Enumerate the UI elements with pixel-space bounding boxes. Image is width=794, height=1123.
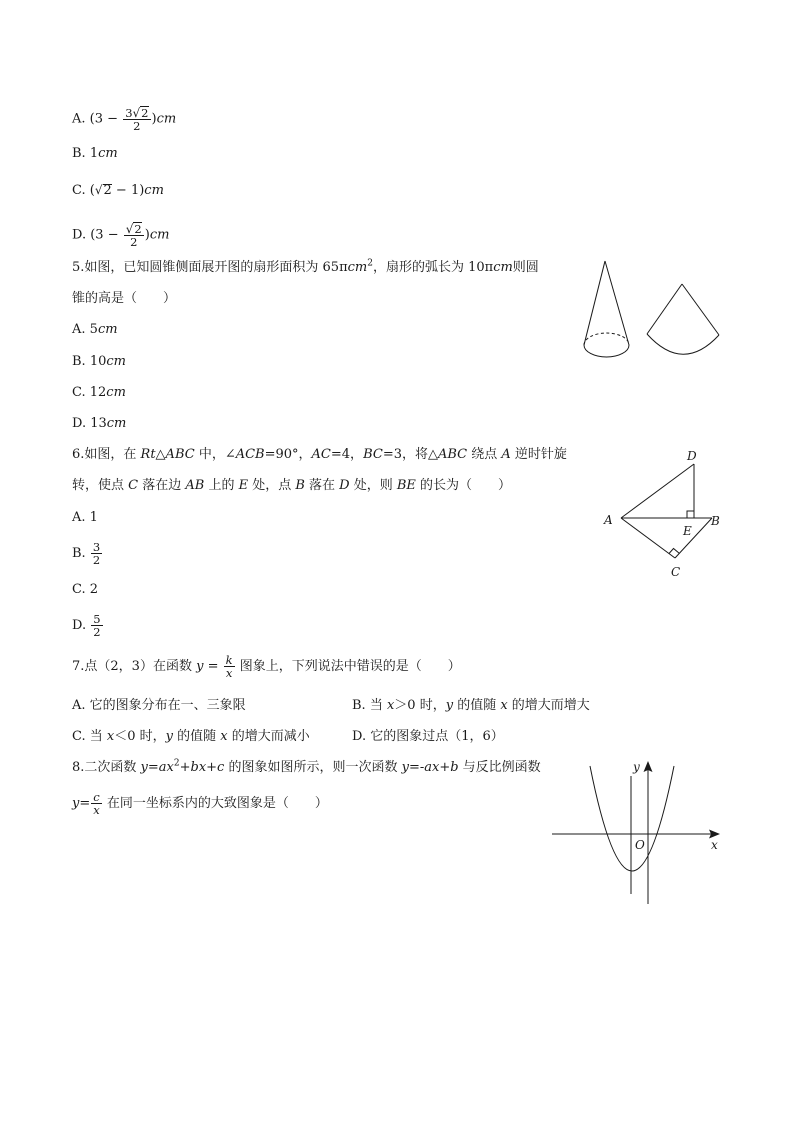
q6-option-c: C. 2 [72,582,99,597]
fraction: $\frac{√2}{2}$ [125,222,142,249]
segment-ad [621,464,694,518]
segment-ac [621,518,675,558]
fraction: $\frac{k}{x}$ [225,653,233,680]
sector-right-edge [682,284,719,335]
right-angle-e [687,511,694,518]
cone-right-edge [605,261,629,345]
label-d: D [687,449,697,463]
sector-arc [647,334,719,354]
fraction: $\frac{c}{x}$ [93,790,100,817]
q5-option-d: D. 13cm [72,416,127,431]
label-x: x [711,838,718,852]
q6-stem-line1: 6.如图，在 Rt△ABC 中，∠ACB=90°，AC=4，BC=3，将△ABC 绕点 A 逆时针旋 [72,447,567,462]
label-c: C [671,565,681,579]
triangle-figure [598,446,728,584]
label-o: O [635,838,645,852]
q5-stem-line1: 5.如图，已知圆锥侧面展开图的扇形面积为 65πcm$^2$，扇形的弧长为 10πcm则圆 [72,258,539,275]
q4-option-b: B. 1cm [72,146,118,161]
label-b: B [711,514,720,528]
fraction: $\frac{5}{2}$ [93,612,101,639]
q5-option-a: A. 5cm [72,322,118,337]
q4-option-c: C. (√2 − 1)cm [72,183,164,198]
cone-base-front [584,345,629,357]
parabola-curve [590,766,674,871]
q4-option-d: D. (3 − $\frac{√2}{2}$ )cm [72,222,170,249]
label-y: y [633,760,640,774]
q5-option-b: B. 10cm [72,354,126,369]
fraction: $\frac{3√2}{2}$ [125,106,149,133]
fraction: $\frac{3}{2}$ [92,540,101,567]
label-a: A [604,513,613,527]
cone-base-back [584,333,629,345]
sector-left-edge [647,284,682,334]
q7-option-d: D. 它的图象过点（1，6） [352,729,504,744]
q6-option-a: A. 1 [72,510,98,525]
segment-bc [675,518,712,558]
q8-stem-line1: 8.二次函数 $y=ax^2+bx+c$ 的图象如图所示，则一次函数 y=-ax+b 与反比例函数 [72,758,541,775]
parabola-figure [548,756,728,910]
q6-stem-line2: 转，使点 C 落在边 AB 上的 E 处，点 B 落在 D 处，则 BE 的长为（ ） [72,478,512,493]
q6-option-d: D. $\frac{5}{2}$ [72,612,101,639]
cone-left-edge [584,261,605,345]
label-e: E [683,524,692,538]
right-angle-c [669,549,680,554]
q7-option-b: B. 当 x＞0 时，y 的值随 x 的增大而增大 [352,698,590,713]
q7-stem: 7.点（2，3）在函数 y = $\frac{k}{x}$ 图象上，下列说法中错误的是（ ） [72,653,461,680]
q5-stem-line2: 锥的高是（ ） [72,291,177,306]
q8-stem-line2: y= $\frac{c}{x}$ 在同一坐标系内的大致图象是（ ） [72,790,328,817]
q4-option-a: A. (3 − $\frac{3√2}{2}$ )cm [72,106,177,133]
cone-figure [578,256,728,368]
q6-option-b: B. $\frac{3}{2}$ [72,540,101,567]
q5-option-c: C. 12cm [72,385,126,400]
q7-option-c: C. 当 x＜0 时，y 的值随 x 的增大而减小 [72,729,310,744]
q7-option-a: A. 它的图象分布在一、三象限 [72,698,246,713]
